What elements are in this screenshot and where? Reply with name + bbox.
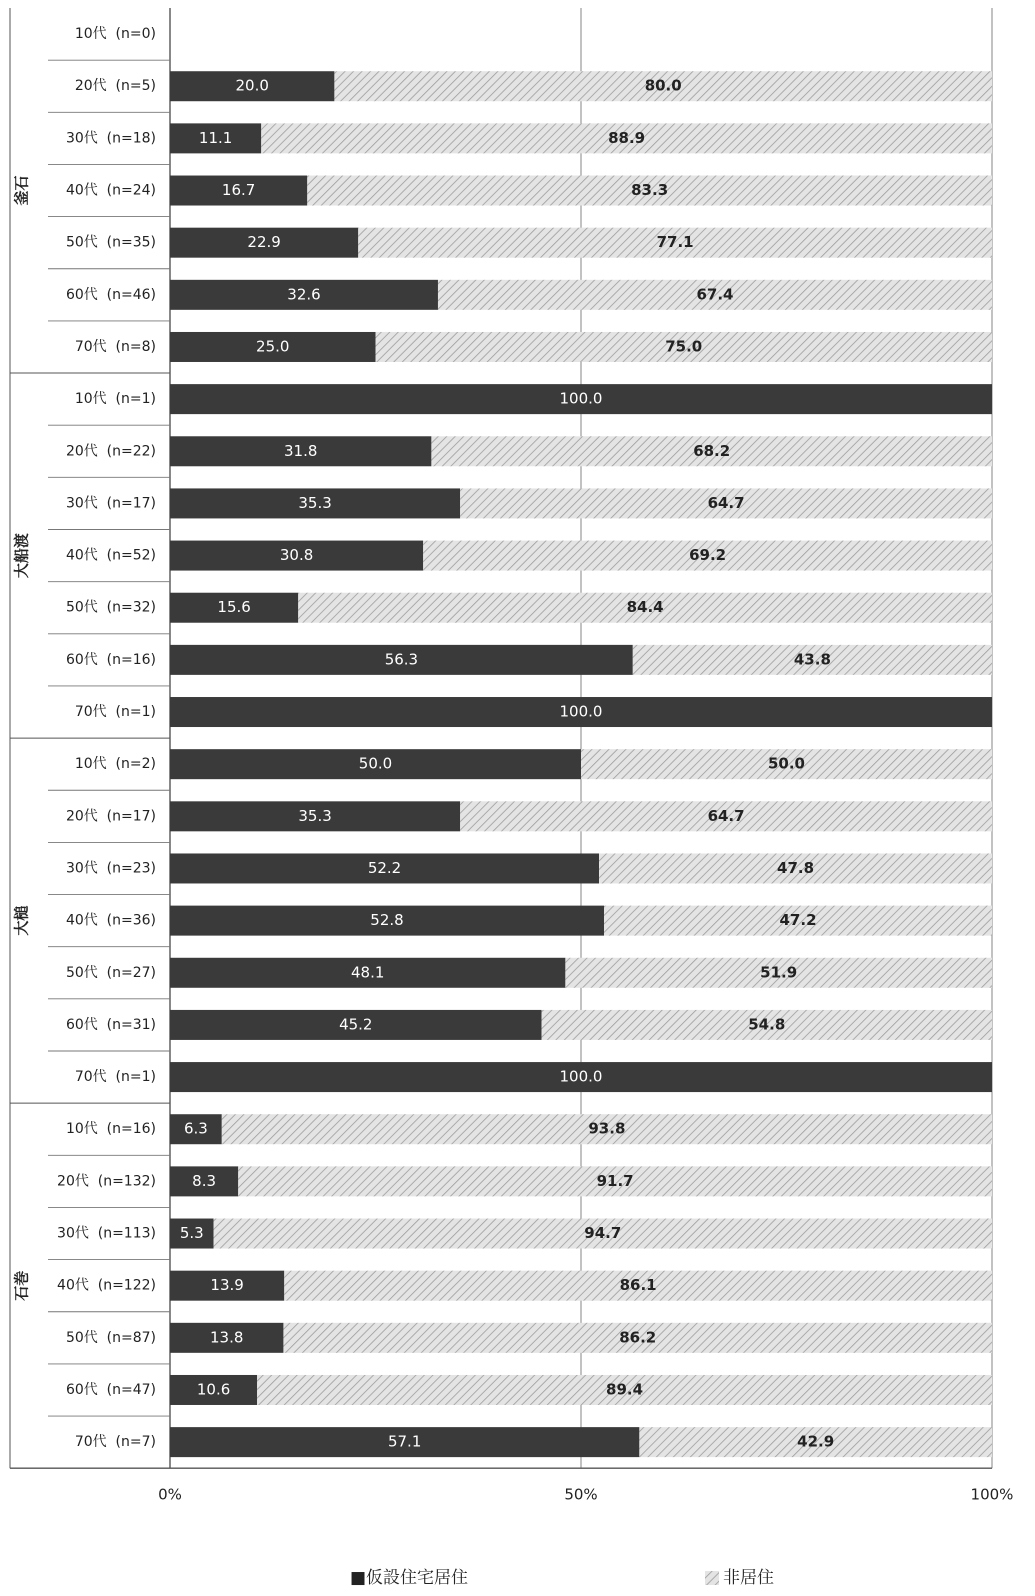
group-label: 大槌: [12, 905, 31, 936]
value-label-non-resident: 43.8: [793, 650, 831, 669]
value-label-resident: 50.0: [358, 754, 393, 773]
value-label-resident: 11.1: [198, 128, 233, 147]
group-label: 大船渡: [12, 533, 31, 579]
value-label-resident: 100.0: [559, 702, 603, 721]
category-label: 20代 (n=17): [65, 808, 156, 825]
value-label-non-resident: 88.9: [608, 128, 646, 147]
value-label-resident: 35.3: [298, 493, 332, 512]
value-label-resident: 52.8: [370, 911, 404, 930]
category-label: 30代 (n=18): [65, 130, 156, 147]
value-label-non-resident: 47.8: [777, 858, 815, 877]
category-label: 10代 (n=0): [74, 26, 156, 43]
category-label: 60代 (n=47): [65, 1381, 156, 1398]
value-label-non-resident: 42.9: [797, 1432, 835, 1451]
category-label: 40代 (n=24): [65, 182, 156, 199]
value-label-resident: 16.7: [221, 181, 256, 200]
category-label: 60代 (n=46): [65, 286, 156, 303]
group-label: 石巻: [12, 1270, 31, 1301]
value-label-non-resident: 91.7: [596, 1171, 634, 1190]
x-tick-label: 50%: [564, 1485, 598, 1504]
grid-lines: [10, 8, 992, 1468]
category-label: 50代 (n=35): [65, 234, 156, 251]
category-label: 70代 (n=1): [74, 704, 156, 721]
category-label: 70代 (n=7): [74, 1434, 156, 1451]
category-label: 70代 (n=1): [74, 1069, 156, 1086]
value-label-resident: 13.8: [210, 1328, 244, 1347]
category-label: 60代 (n=16): [65, 651, 156, 668]
x-tick-label: 100%: [970, 1485, 1014, 1504]
category-label: 30代 (n=113): [57, 1225, 156, 1242]
value-label-non-resident: 69.2: [689, 546, 727, 565]
category-label: 10代 (n=2): [74, 756, 156, 773]
value-label-resident: 30.8: [279, 546, 314, 565]
category-label: 10代 (n=1): [74, 391, 156, 408]
value-label-non-resident: 47.2: [779, 911, 817, 930]
value-label-resident: 52.2: [367, 858, 402, 877]
category-label: 60代 (n=31): [65, 1016, 156, 1033]
category-label: 20代 (n=5): [74, 78, 156, 95]
category-label: 10代 (n=16): [65, 1121, 156, 1138]
category-label: 50代 (n=32): [65, 599, 156, 616]
value-label-non-resident: 86.2: [619, 1328, 657, 1347]
value-label-resident: 56.3: [384, 650, 419, 669]
value-label-non-resident: 93.8: [588, 1119, 626, 1138]
category-label: 40代 (n=36): [65, 912, 156, 929]
legend-label-non-resident: 非居住: [723, 1568, 774, 1588]
legend-label-resident: ■仮設住宅居住: [350, 1568, 469, 1588]
value-label-non-resident: 89.4: [606, 1380, 644, 1399]
category-label: 30代 (n=17): [65, 495, 156, 512]
value-label-resident: 100.0: [559, 389, 603, 408]
value-label-resident: 35.3: [298, 806, 332, 825]
category-label: 20代 (n=22): [65, 443, 156, 460]
value-label-resident: 48.1: [350, 963, 385, 982]
category-label: 50代 (n=87): [65, 1329, 156, 1346]
value-label-non-resident: 50.0: [767, 754, 806, 773]
category-label: 70代 (n=8): [74, 338, 156, 355]
x-tick-label: 0%: [158, 1485, 182, 1504]
legend: [350, 1568, 774, 1588]
value-label-resident: 15.6: [217, 598, 251, 617]
value-label-resident: 13.9: [210, 1276, 244, 1295]
category-label: 30代 (n=23): [65, 860, 156, 877]
value-label-resident: 8.3: [192, 1171, 217, 1190]
value-label-resident: 6.3: [183, 1119, 208, 1138]
value-label-resident: 20.0: [235, 76, 269, 95]
value-label-non-resident: 84.4: [626, 598, 664, 617]
value-label-non-resident: 54.8: [748, 1015, 786, 1034]
value-label-resident: 31.8: [283, 441, 318, 460]
value-label-resident: 25.0: [256, 337, 290, 356]
value-label-resident: 100.0: [559, 1067, 603, 1086]
value-label-resident: 32.6: [287, 285, 321, 304]
value-label-resident: 5.3: [179, 1224, 204, 1243]
value-label-non-resident: 67.4: [696, 285, 734, 304]
value-label-non-resident: 51.9: [760, 963, 798, 982]
value-label-non-resident: 83.3: [631, 181, 669, 200]
category-label: 40代 (n=52): [65, 547, 156, 564]
value-label-non-resident: 86.1: [619, 1276, 657, 1295]
group-label: 釜石: [12, 175, 31, 206]
value-label-resident: 10.6: [196, 1380, 231, 1399]
value-label-non-resident: 94.7: [584, 1224, 622, 1243]
value-label-resident: 57.1: [387, 1432, 422, 1451]
legend-swatch-non-resident: [705, 1571, 719, 1585]
category-label: 20代 (n=132): [57, 1173, 156, 1190]
value-label-non-resident: 80.0: [644, 76, 682, 95]
category-label: 40代 (n=122): [57, 1277, 156, 1294]
value-label-non-resident: 64.7: [707, 493, 745, 512]
value-label-non-resident: 77.1: [656, 233, 694, 252]
value-label-resident: 45.2: [339, 1015, 373, 1034]
value-label-non-resident: 64.7: [707, 806, 745, 825]
category-label: 50代 (n=27): [65, 964, 156, 981]
value-label-non-resident: 68.2: [693, 441, 731, 460]
value-label-resident: 22.9: [247, 233, 281, 252]
value-label-non-resident: 75.0: [665, 337, 703, 356]
